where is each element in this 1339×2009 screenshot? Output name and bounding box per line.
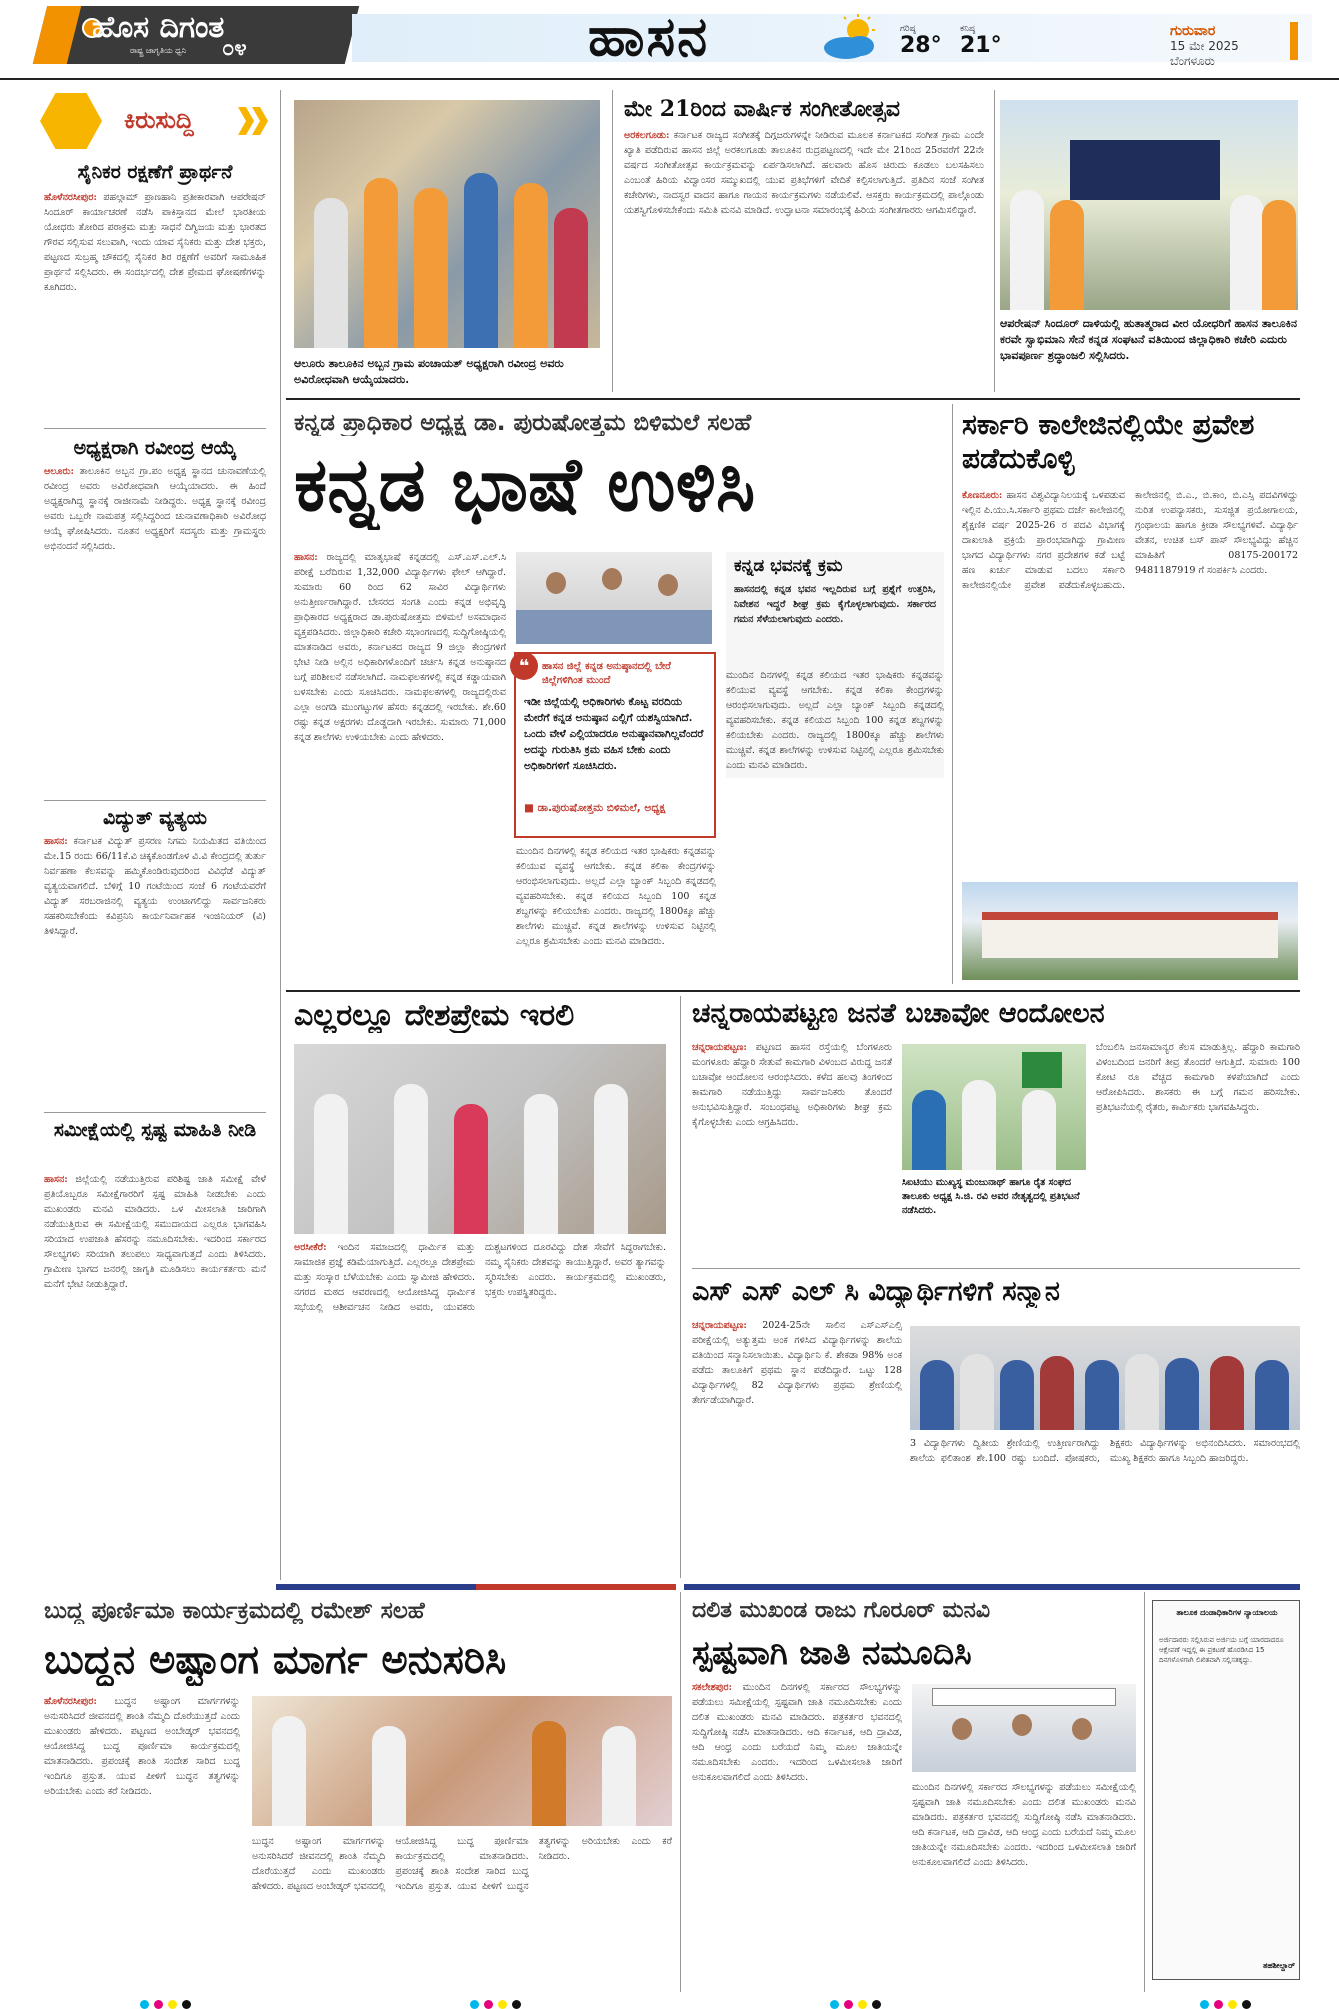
column-rule — [952, 404, 953, 984]
quote-author: ■ ಡಾ.ಪುರುಷೋತ್ತಮ ಬಿಳಿಮಲೆ, ಅಧ್ಯಕ್ಷ — [524, 802, 666, 814]
music-story — [624, 128, 984, 390]
dateline: ಆಲೂರು: — [44, 466, 75, 477]
section-rule — [286, 398, 1300, 400]
brand-name: ಹೊಸ ದಿಗಂತ — [92, 10, 225, 45]
date-box — [1170, 24, 1239, 69]
max-temp-box — [900, 24, 942, 58]
lead-headline: ಕನ್ನಡ ಭಾಷೆ ಉಳಿಸಿ — [294, 442, 756, 528]
side-headline-4: ಸಮೀಕ್ಷೆಯಲ್ಲಿ ಸ್ಪಷ್ಟ ಮಾಹಿತಿ ನೀಡಿ — [53, 1119, 257, 1141]
page-number: ೦೪ — [222, 36, 247, 61]
notice-body: ಅರ್ಜಿದಾರರು ಸಲ್ಲಿಸಿರುವ ಅರ್ಜಿಯ ಬಗ್ಗೆ ಯಾರದಾದರೂ ಆಕ್ಷೇಪಣೆ ಇದ್ದಲ್ಲಿ ಈ ಪ್ರಕಟಣೆ ಹೊರಡಿಸಿದ 15 ದಿನಗಳೊಳಗಾಗಿ ಲಿಖಿತವಾಗಿ ಸಲ್ಲಿಸತಕ್ಕದ್ದು. — [1159, 1636, 1284, 1664]
max-temp-label: ಗರಿಷ್ಠ — [900, 24, 916, 34]
photo-college-building — [962, 882, 1298, 980]
color-bar — [276, 1584, 476, 1590]
city-name: ಹಾಸನ — [588, 4, 710, 68]
photo-press-meet — [516, 552, 712, 644]
photo-tribute — [1000, 100, 1298, 310]
body: ಪಟ್ಟಣದ ಹಾಸನ ರಸ್ತೆಯಲ್ಲಿ ಬೆಂಗಳೂರು ಮಂಗಳೂರು ಹೆದ್ದಾರಿ ಸೇತುವೆ ಕಾಮಗಾರಿ ವಿಳಂಬದ ವಿರುದ್ಧ ಜನತೆ ಬಚಾವೋ ಆಂದೋಲನ ಆರಂಭಿಸಿದರು. ಕಳೆದ ಹಲವು ತಿಂಗಳಿಂದ ಕಾಮಗಾರಿ ನಡೆಯುತ್ತಿದ್ದು ಸಾರ್ವಜನಿಕರು ತೊಂದರೆ ಅನುಭವಿಸುತ್ತಿದ್ದಾರೆ. ಸಂಬಂಧಪಟ್ಟ ಅಧಿಕಾರಿಗಳು ಶೀಘ್ರ ಕ್ರಮ ಕೈಗೊಳ್ಳಬೇಕು ಎಂದು ಆಗ್ರಹಿಸಿದರು. — [692, 1042, 892, 1128]
lead-body-col1 — [294, 550, 506, 980]
side-headline-1: ಸೈನಿಕರ ರಕ್ಷಣೆಗೆ ಪ್ರಾರ್ಥನೆ — [77, 161, 233, 183]
divider — [692, 1268, 1300, 1269]
date-accent-bar — [1290, 22, 1298, 60]
dateline: ಕೊಣನೂರು: — [962, 490, 1003, 501]
body: ಪಹಲ್ಗಾಮ್ ಪ್ರಾಣಹಾನಿ ಪ್ರತೀಕಾರವಾಗಿ ಆಪರೇಷನ್ ಸಿಂದೂರ್ ಕಾರ್ಯಾಚರಣೆ ನಡೆಸಿ ಪಾಕಿಸ್ತಾನದ ಮೇಲೆ ಭಾರತೀಯ ಯೋಧರು ತೋರಿದ ಪರಾಕ್ರಮ ಮತ್ತು ಸಾಧನೆ ದಿಗ್ವಿಜಯ ಮತ್ತು ಭಾರತದ ಗೌರವ ಸಲ್ಲಿಸುವ ಸಲುವಾಗಿ, ಇಂದು ಯಾವ ಸೈನಿಕರು ಮತ್ತು ದೇಶ ಭಕ್ತರು, ಪಟ್ಟಣದ ಸುಬ್ರಹ್ಮ ಚೌಕದಲ್ಲಿ ಸೈನಿಕರ ಶಿರ ರಕ್ಷಣೆಗೆ ಅವರಿಗೆ ಸಾಮೂಹಿಕ ಪ್ರಾರ್ಥನೆ ಸಲ್ಲಿಸಿದರು. ಈ ಸಂದರ್ಭದಲ್ಲಿ ದೇಶ ಪ್ರೇಮದ ಘೋಷಣೆಗಳನ್ನು ಕೂಗಿದರು. — [44, 192, 266, 293]
color-bar — [684, 1584, 1300, 1590]
edition-place: ಬೆಂಗಳೂರು — [1170, 54, 1215, 68]
divider — [44, 1112, 266, 1113]
body: ರಾಜ್ಯದಲ್ಲಿ ಮಾತೃಭಾಷೆ ಕನ್ನಡದಲ್ಲಿ ಎಸ್.ಎಸ್.ಎಲ್.ಸಿ ಪರೀಕ್ಷೆ ಬರೆದಿರುವ 1,32,000 ವಿದ್ಯಾರ್ಥಿಗಳು ಫೇಲ್ ಆಗಿದ್ದಾರೆ. ಸುಮಾರು 60 ರಿಂದ 62 ಸಾವಿರ ವಿದ್ಯಾರ್ಥಿಗಳು ಅನುತ್ತೀರ್ಣರಾಗಿದ್ದಾರೆ. ಬೇಸರದ ಸಂಗತಿ ಎಂದು ಕನ್ನಡ ಅಭಿವೃದ್ಧಿ ಪ್ರಾಧಿಕಾರದ ಅಧ್ಯಕ್ಷರಾದ ಡಾ.ಪುರುಷೋತ್ತಮ ಬಿಳಿಮಲೆ ಅಸಮಾಧಾನ ವ್ಯಕ್ತಪಡಿಸಿದರು. ಜಿಲ್ಲಾಧಿಕಾರಿ ಕಚೇರಿ ಸಭಾಂಗಣದಲ್ಲಿ ಸುದ್ದಿಗೋಷ್ಠಿಯಲ್ಲಿ ಮಾತನಾಡಿದ ಅವರು, ಕರ್ನಾಟಕದ ರಾಜ್ಯದ 9 ಜಿಲ್ಲಾ ಕೇಂದ್ರಗಳಿಗೆ ಭೇಟಿ ನೀಡಿ ಅಲ್ಲಿನ ಅಧಿಕಾರಿಗಳೊಂದಿಗೆ ಚರ್ಚಿಸಿ ಕನ್ನಡ ಅನುಷ್ಠಾನದ ಬಗ್ಗೆ ಪರಿಶೀಲನೆ ನಡೆಸಲಾಗಿದೆ. ನಾಮಫಲಕಗಳಲ್ಲಿ ಕನ್ನಡ ಕಡ್ಡಾಯವಾಗಿ ಬಳಸಬೇಕು ಎಂದು ಸೂಚಿಸಿದರು. ನಾಮಫಲಕಗಳಲ್ಲಿ ರಾಜ್ಯದಲ್ಲಿರುವ ಎಲ್ಲಾ ಅಂಗಡಿ ಮುಂಗಟ್ಟುಗಳ ಹೆಸರು ಕನ್ನಡದಲ್ಲಿ ಇರಬೇಕು. ಶೇ.60 ರಷ್ಟು ಕನ್ನಡ ಅಕ್ಷರಗಳು ದೊಡ್ಡದಾಗಿ ಇರಬೇಕು. ಸುಮಾರು 71,000 ಕನ್ನಡ ಶಾಲೆಗಳು ಉಳಿಯಬೇಕು ಎಂದು ಹೇಳಿದರು. — [294, 552, 506, 743]
body: 2024-25ನೇ ಸಾಲಿನ ಎಸ್ಎಸ್ಎಲ್ಸಿ ಪರೀಕ್ಷೆಯಲ್ಲಿ ಅತ್ಯುತ್ತಮ ಅಂಕ ಗಳಿಸಿದ ವಿದ್ಯಾರ್ಥಿಗಳನ್ನು ಶಾಲೆಯ ವತಿಯಿಂದ ಸನ್ಮಾನಿಸಲಾಯಿತು. ವಿದ್ಯಾರ್ಥಿನಿ ಕೆ. ಶೇಕಡಾ 98% ಅಂಕ ಪಡೆದು ತಾಲೂಕಿಗೆ ಪ್ರಥಮ ಸ್ಥಾನ ಪಡೆದಿದ್ದಾರೆ. ಒಟ್ಟು 128 ವಿದ್ಯಾರ್ಥಿಗಳಲ್ಲಿ 82 ವಿದ್ಯಾರ್ಥಿಗಳು ಪ್ರಥಮ ಶ್ರೇಣಿಯಲ್ಲಿ ತೇರ್ಗಡೆಯಾಗಿದ್ದಾರೆ. — [692, 1320, 902, 1406]
min-temp-box — [960, 24, 1002, 58]
side-headline-3: ವಿದ್ಯುತ್ ವ್ಯತ್ಯಯ — [103, 807, 207, 829]
body: ತಾಲೂಕಿನ ಅಬ್ಬನ ಗ್ರಾ.ಪಂ ಅಧ್ಯಕ್ಷ ಸ್ಥಾನದ ಚುನಾವಣೆಯಲ್ಲಿ ರವೀಂದ್ರ ಅವರು ಅವಿರೋಧವಾಗಿ ಆಯ್ಕೆಯಾದರು. ಈ ಹಿಂದೆ ಅಧ್ಯಕ್ಷರಾಗಿದ್ದ ಸ್ಥಾನಕ್ಕೆ ರಾಜೀನಾಮೆ ನೀಡಿದ್ದರು. ಅಧ್ಯಕ್ಷ ಸ್ಥಾನಕ್ಕೆ ರವೀಂದ್ರ ಅವರು ಒಬ್ಬರೇ ನಾಮಪತ್ರ ಸಲ್ಲಿಸಿದ್ದರಿಂದ ಚುನಾವಣಾಧಿಕಾರಿ ಅವಿರೋಧ ಆಯ್ಕೆ ಘೋಷಿಸಿದರು. ನೂತನ ಅಧ್ಯಕ್ಷರಿಗೆ ಸದಸ್ಯರು ಮತ್ತು ಗ್ರಾಮಸ್ಥರು ಅಭಿನಂದನೆ ಸಲ್ಲಿಸಿದರು. — [44, 466, 266, 552]
column-rule — [280, 90, 281, 1580]
brand-tagline: ರಾಷ್ಟ್ರ ಜಾಗೃತಿಯ ಧ್ವನಿ — [130, 46, 187, 55]
divider — [44, 800, 266, 801]
dateline: ಹಾಸನ: — [44, 836, 68, 847]
photo-buddha-purnima — [252, 1696, 672, 1826]
side-story-2 — [44, 464, 266, 794]
lead-body-col2: ಮುಂದಿನ ದಿನಗಳಲ್ಲಿ ಕನ್ನಡ ಕಲಿಯದ ಇತರ ಭಾಷಿಕರು ಕನ್ನಡವನ್ನು ಕಲಿಯುವ ವ್ಯವಸ್ಥೆ ಆಗಬೇಕು. ಕನ್ನಡ ಕಲಿಕಾ ಕೇಂದ್ರಗಳನ್ನು ಆರಂಭಿಸಲಾಗುವುದು. ಅಲ್ಲದೆ ಎಲ್ಲಾ ಬ್ಯಾಂಕ್ ಸಿಬ್ಬಂದಿ ಕನ್ನಡದಲ್ಲಿ ವ್ಯವಹರಿಸಬೇಕು. ಕನ್ನಡ ಕಲಿಯದ ಸಿಬ್ಬಂದಿ 100 ಕನ್ನಡ ಶಬ್ದಗಳನ್ನು ಕಲಿಯಬೇಕು ಎಂದರು. ರಾಜ್ಯದಲ್ಲಿ 1800ಕ್ಕೂ ಹೆಚ್ಚು ಶಾಲೆಗಳು ಮುಚ್ಚಿವೆ. ಕನ್ನಡ ಶಾಲೆಗಳನ್ನು ಉಳಿಸುವ ನಿಟ್ಟಿನಲ್ಲಿ ಎಲ್ಲರೂ ಶ್ರಮಿಸಬೇಕು ಎಂದು ಮನವಿ ಮಾಡಿದರು. — [516, 846, 716, 947]
date: 15 ಮೇ 2025 — [1170, 39, 1239, 53]
min-temp: 21° — [960, 33, 1002, 58]
section-rule — [286, 990, 1300, 992]
print-registration-marks — [470, 1994, 530, 2004]
sslc-headline: ಎಸ್ ಎಸ್ ಎಲ್ ಸಿ ವಿದ್ಯಾರ್ಥಿಗಳಿಗೆ ಸನ್ಮಾನ — [692, 1276, 1060, 1307]
buddha-kicker: ಬುದ್ಧ ಪೂರ್ಣಿಮಾ ಕಾರ್ಯಕ್ರಮದಲ್ಲಿ ರಮೇಶ್ ಸಲಹೆ — [44, 1598, 425, 1624]
body: ಹಾಸನ ವಿಶ್ವವಿದ್ಯಾನಿಲಯಕ್ಕೆ ಒಳಪಡುವ ಇಲ್ಲಿನ ಪಿ.ಯು.ಸಿ.ಸರ್ಕಾರಿ ಪ್ರಥಮ ದರ್ಜೆ ಕಾಲೇಜಿನಲ್ಲಿ ಶೈಕ್ಷಣಿಕ ವರ್ಷ 2025-26 ರ ಪದವಿ ವಿಭಾಗಕ್ಕೆ ದಾಖಲಾತಿ ಪ್ರಕ್ರಿಯೆ ಪ್ರಾರಂಭವಾಗಿದ್ದು ಗ್ರಾಮೀಣ ಭಾಗದ ವಿದ್ಯಾರ್ಥಿಗಳು ನಗರ ಪ್ರದೇಶಗಳ ಕಡೆ ಬಟ್ಟೆ ಹಣ ಖರ್ಚು ಮಾಡುವ ಬದಲು ಸರ್ಕಾರಿ ಕಾಲೇಜಿನಲ್ಲಿಯೇ ಪ್ರವೇಶ ಪಡೆದುಕೊಳ್ಳಬಹುದು. ಕಾಲೇಜಿನಲ್ಲಿ ಬಿ.ಎ., ಬಿ.ಕಾಂ, ಬಿ.ಎಸ್ಸಿ ಪದವಿಗಳಿದ್ದು ನುರಿತ ಉಪನ್ಯಾಸಕರು, ಸುಸಜ್ಜಿತ ಪ್ರಯೋಗಾಲಯ, ಗ್ರಂಥಾಲಯ ಹಾಗೂ ಕ್ರೀಡಾ ಸೌಲಭ್ಯಗಳಿವೆ. ವಿದ್ಯಾರ್ಥಿ ವೇತನ, ಉಚಿತ ಬಸ್ ಪಾಸ್ ಸೌಲಭ್ಯವಿದ್ದು ಹೆಚ್ಚಿನ ಮಾಹಿತಿಗೆ 08175-200172 9481187919 ಗೆ ಸಂಪರ್ಕಿಸಿ ಎಂದರು. — [962, 490, 1298, 591]
column-rule — [680, 1592, 681, 1992]
kirusuddi-banner — [40, 93, 270, 149]
column-rule — [1144, 1592, 1145, 1992]
side-story-4 — [44, 1172, 266, 1572]
notice-title: ತಾಲೂಕ ದಂಡಾಧಿಕಾರಿಗಳ ನ್ಯಾಯಾಲಯ — [1176, 1608, 1278, 1617]
quote-box — [514, 652, 716, 838]
buddha-headline: ಬುದ್ಧನ ಅಷ್ಟಾಂಗ ಮಾರ್ಗ ಅನುಸರಿಸಿ — [44, 1637, 507, 1683]
photo-protest — [902, 1044, 1086, 1170]
photo-caption-2: ಆಪರೇಷನ್ ಸಿಂದೂರ್ ದಾಳಿಯಲ್ಲಿ ಹುತಾತ್ಮರಾದ ವೀರ ಯೋಧರಿಗೆ ಹಾಸನ ತಾಲೂಕಿನ ಕರವೇ ಸ್ವಾಭಿಮಾನಿ ಸೇನೆ ಕನ್ನಡ ಸಂಘಟನೆ ವತಿಯಿಂದ ಜಿಲ್ಲಾಧಿಕಾರಿ ಕಚೇರಿ ಎದುರು ಭಾವಪೂರ್ಣ ಶ್ರದ್ಧಾಂಜಲಿ ಸಲ್ಲಿಸಿದರು. — [1000, 317, 1297, 362]
dalit-story — [692, 1680, 902, 1984]
desha-headline: ಎಲ್ಲರಲ್ಲೂ ದೇಶಪ್ರೇಮ ಇರಲಿ — [294, 998, 575, 1033]
dateline: ಹಾಸನ: — [294, 552, 318, 563]
weekday: ಗುರುವಾರ — [1170, 23, 1216, 39]
chevron-right-icon — [238, 107, 254, 135]
buddha-story — [44, 1694, 240, 1984]
photo-lamp-lighting — [294, 1044, 666, 1234]
photo-ravindra-felicitation — [294, 100, 600, 348]
bhavana-body: ಹಾಸನದಲ್ಲಿ ಕನ್ನಡ ಭವನ ಇಲ್ಲದಿರುವ ಬಗ್ಗೆ ಪ್ರಶ್ನೆಗೆ ಉತ್ತರಿಸಿ, ನಿವೇಶನ ಇದ್ದರೆ ಶೀಘ್ರ ಕ್ರಮ ಕೈಗೊಳ್ಳಲಾಗುವುದು. ಸರ್ಕಾರದ ಗಮನ ಸೆಳೆಯಲಾಗುವುದು ಎಂದರು. — [734, 584, 936, 625]
max-temp: 28° — [900, 33, 942, 58]
music-headline: ಮೇ 21ರಿಂದ ವಾರ್ಷಿಕ ಸಂಗೀತೋತ್ಸವ — [624, 96, 901, 122]
dalit-kicker: ದಲಿತ ಮುಖಂಡ ರಾಜು ಗೊರೂರ್ ಮನವಿ — [692, 1598, 991, 1623]
college-story — [962, 488, 1298, 874]
dateline: ಸಕಲೇಶಪುರ: — [692, 1682, 733, 1693]
photo-dalit-press — [912, 1684, 1136, 1772]
print-registration-marks — [1200, 1994, 1260, 2004]
dateline: ಹೊಳೆನರಸೀಪುರ: — [44, 192, 97, 203]
dateline: ಅರಕಲಗೂಡು: — [624, 130, 670, 141]
print-registration-marks — [140, 1994, 200, 2004]
pointing-hand-icon — [40, 93, 102, 149]
desha-story — [294, 1240, 666, 1580]
print-registration-marks — [830, 1994, 890, 2004]
chevron-right-icon — [252, 107, 268, 135]
body: ಬುದ್ಧನ ಅಷ್ಟಾಂಗ ಮಾರ್ಗಗಳನ್ನು ಅನುಸರಿಸಿದರೆ ಜೀವನದಲ್ಲಿ ಶಾಂತಿ ನೆಮ್ಮದಿ ದೊರೆಯುತ್ತದೆ ಎಂದು ಮುಖಂಡರು ಹೇಳಿದರು. ಪಟ್ಟಣದ ಅಂಬೇಡ್ಕರ್ ಭವನದಲ್ಲಿ ಆಯೋಜಿಸಿದ್ದ ಬುದ್ಧ ಪೂರ್ಣಿಮಾ ಕಾರ್ಯಕ್ರಮದಲ್ಲಿ ಮಾತನಾಡಿದರು. ಪ್ರಪಂಚಕ್ಕೆ ಶಾಂತಿ ಸಂದೇಶ ಸಾರಿದ ಬುದ್ಧ ಇಂದಿಗೂ ಪ್ರಸ್ತುತ. ಯುವ ಪೀಳಿಗೆ ಬುದ್ಧನ ತತ್ವಗಳನ್ನು ಅರಿಯಬೇಕು ಎಂದು ಕರೆ ನೀಡಿದರು. — [44, 1696, 240, 1797]
sslc-story — [692, 1318, 902, 1578]
quote-heading: ಹಾಸನ ಜಿಲ್ಲೆ ಕನ್ನಡ ಅನುಷ್ಠಾನದಲ್ಲಿ ಬೇರೆ ಜಿಲ್ಲೆಗಳಿಗಿಂತ ಮುಂದೆ — [542, 661, 671, 686]
body: ಇಂದಿನ ಸಮಾಜದಲ್ಲಿ ಧಾರ್ಮಿಕ ಮತ್ತು ಸಾಮಾಜಿಕ ಪ್ರಜ್ಞೆ ಕಡಿಮೆಯಾಗುತ್ತಿದೆ. ಎಲ್ಲರಲ್ಲೂ ದೇಶಪ್ರೇಮ ಮತ್ತು ಸಂಸ್ಕಾರ ಬೆಳೆಯಬೇಕು ಎಂದು ಸ್ವಾಮೀಜಿ ಹೇಳಿದರು. ನಗರದ ಮಠದ ಆವರಣದಲ್ಲಿ ಆಯೋಜಿಸಿದ್ದ ಧಾರ್ಮಿಕ ಸಭೆಯಲ್ಲಿ ಆಶೀರ್ವಚನ ನೀಡಿದ ಅವರು, ಯುವಕರು ದುಶ್ಚಟಗಳಿಂದ ದೂರವಿದ್ದು ದೇಶ ಸೇವೆಗೆ ಸಿದ್ಧರಾಗಬೇಕು. ನಮ್ಮ ಸೈನಿಕರು ದೇಶವನ್ನು ಕಾಯುತ್ತಿದ್ದಾರೆ. ಅವರ ತ್ಯಾಗವನ್ನು ಸ್ಮರಿಸಬೇಕು ಎಂದರು. ಕಾರ್ಯಕ್ರಮದಲ್ಲಿ ಮುಖಂಡರು, ಭಕ್ತರು ಉಪಸ್ಥಿತರಿದ್ದರು. — [294, 1242, 666, 1313]
buddha-story-col2: ಬುದ್ಧನ ಅಷ್ಟಾಂಗ ಮಾರ್ಗಗಳನ್ನು ಅನುಸರಿಸಿದರೆ ಜೀವನದಲ್ಲಿ ಶಾಂತಿ ನೆಮ್ಮದಿ ದೊರೆಯುತ್ತದೆ ಎಂದು ಮುಖಂಡರು ಹೇಳಿದರು. ಪಟ್ಟಣದ ಅಂಬೇಡ್ಕರ್ ಭವನದಲ್ಲಿ ಆಯೋಜಿಸಿದ್ದ ಬುದ್ಧ ಪೂರ್ಣಿಮಾ ಕಾರ್ಯಕ್ರಮದಲ್ಲಿ ಮಾತನಾಡಿದರು. ಪ್ರಪಂಚಕ್ಕೆ ಶಾಂತಿ ಸಂದೇಶ ಸಾರಿದ ಬುದ್ಧ ಇಂದಿಗೂ ಪ್ರಸ್ತುತ. ಯುವ ಪೀಳಿಗೆ ಬುದ್ಧನ ತತ್ವಗಳನ್ನು ಅರಿಯಬೇಕು ಎಂದು ಕರೆ ನೀಡಿದರು. — [252, 1836, 672, 1892]
notice-sign: ತಹಶೀಲ್ದಾರ್ — [1262, 1961, 1295, 1970]
quote-icon: ❝ — [510, 652, 538, 680]
photo-students — [910, 1326, 1300, 1430]
dateline: ಅರಸೀಕೆರೆ: — [294, 1242, 327, 1253]
body: ಮುಂದಿನ ದಿನಗಳಲ್ಲಿ ಸರ್ಕಾರದ ಸೌಲಭ್ಯಗಳನ್ನು ಪಡೆಯಲು ಸಮೀಕ್ಷೆಯಲ್ಲಿ ಸ್ಪಷ್ಟವಾಗಿ ಜಾತಿ ನಮೂದಿಸಬೇಕು ಎಂದು ದಲಿತ ಮುಖಂಡರು ಮನವಿ ಮಾಡಿದರು. ಪತ್ರಕರ್ತರ ಭವನದಲ್ಲಿ ಸುದ್ದಿಗೋಷ್ಠಿ ನಡೆಸಿ ಮಾತನಾಡಿದರು. ಆದಿ ಕರ್ನಾಟಕ, ಆದಿ ದ್ರಾವಿಡ, ಆದಿ ಆಂಧ್ರ ಎಂದು ಬರೆಯದೆ ನಿಮ್ಮ ಮೂಲ ಜಾತಿಯನ್ನೇ ನಮೂದಿಸಬೇಕು ಎಂದರು. ಇದರಿಂದ ಒಳಮೀಸಲಾತಿ ಜಾರಿಗೆ ಅನುಕೂಲವಾಗಲಿದೆ ಎಂದು ತಿಳಿಸಿದರು. — [692, 1682, 902, 1783]
lead-body-col3: ಮುಂದಿನ ದಿನಗಳಲ್ಲಿ ಕನ್ನಡ ಕಲಿಯದ ಇತರ ಭಾಷಿಕರು ಕನ್ನಡವನ್ನು ಕಲಿಯುವ ವ್ಯವಸ್ಥೆ ಆಗಬೇಕು. ಕನ್ನಡ ಕಲಿಕಾ ಕೇಂದ್ರಗಳನ್ನು ಆರಂಭಿಸಲಾಗುವುದು. ಅಲ್ಲದೆ ಎಲ್ಲಾ ಬ್ಯಾಂಕ್ ಸಿಬ್ಬಂದಿ ಕನ್ನಡದಲ್ಲಿ ವ್ಯವಹರಿಸಬೇಕು. ಕನ್ನಡ ಕಲಿಯದ ಸಿಬ್ಬಂದಿ 100 ಕನ್ನಡ ಶಬ್ದಗಳನ್ನು ಕಲಿಯಬೇಕು ಎಂದರು. ರಾಜ್ಯದಲ್ಲಿ 1800ಕ್ಕೂ ಹೆಚ್ಚು ಶಾಲೆಗಳು ಮುಚ್ಚಿವೆ. ಕನ್ನಡ ಶಾಲೆಗಳನ್ನು ಉಳಿಸುವ ನಿಟ್ಟಿನಲ್ಲಿ ಎಲ್ಲರೂ ಶ್ರಮಿಸಬೇಕು ಎಂದು ಮನವಿ ಮಾಡಿದರು. — [726, 670, 944, 771]
body: ಕರ್ನಾಟಕ ರಾಜ್ಯದ ಸಂಗೀತಕ್ಕೆ ದಿಗ್ಗಜರುಗಳನ್ನೇ ನೀಡಿರುವ ಮೂಲಕ ಕರ್ನಾಟಕದ ಸಂಗೀತ ಗ್ರಾಮ ಎಂದೇ ಖ್ಯಾತಿ ಪಡೆದಿರುವ ಹಾಸನ ಜಿಲ್ಲೆ ಅರಕಲಗೂಡು ತಾಲೂಕಿನ ರುದ್ರಪಟ್ಟಣದಲ್ಲಿ ಇದೇ ಮೇ 21ರಿಂದ 25ರವರೆಗೆ 22ನೇ ವರ್ಷದ ಸಂಗೀತೋತ್ಸವ ಕಾರ್ಯಕ್ರಮವನ್ನು ಏರ್ಪಡಿಸಲಾಗಿದೆ. ಹಲವಾರು ಹೊಸ ಚಿರುದು ಕೂಡಲು ಬಲಸಹಿಸಲು ಎಂಬಂತೆ ಹಿರಿಯ ವಿದ್ವಾಂಸರ ಸಮ್ಮುಖದಲ್ಲಿ ಯುವ ಪ್ರತಿಭೆಗಳಿಗೆ ವೇದಿಕೆ ಕಲ್ಪಿಸಲಾಗುತ್ತಿದೆ. ಪ್ರತಿದಿನ ಸಂಜೆ ಸಂಗೀತ ಕಚೇರಿಗಳು, ನಾದಸ್ವರ ವಾದನ ಹಾಗೂ ಗಾಯನ ಕಾರ್ಯಕ್ರಮಗಳು ನಡೆಯಲಿವೆ. ಆಸಕ್ತರು ಕಾರ್ಯಕ್ರಮದಲ್ಲಿ ಪಾಲ್ಗೊಂಡು ಯಶಸ್ವಿಗೊಳಿಸಬೇಕೆಂದು ಸಮಿತಿ ಮನವಿ ಮಾಡಿದೆ. ಉದ್ಘಾಟನಾ ಸಮಾರಂಭಕ್ಕೆ ಹಿರಿಯ ಸಂಗೀತಗಾರರು ಆಗಮಿಸಲಿದ್ದಾರೆ. — [624, 130, 984, 216]
dateline: ಚನ್ನರಾಯಪಟ್ಟಣ: — [692, 1042, 747, 1053]
side-headline-2: ಅಧ್ಯಕ್ಷರಾಗಿ ರವೀಂದ್ರ ಆಯ್ಕೆ — [73, 437, 237, 459]
side-story-1 — [44, 190, 266, 420]
body: ಜಿಲ್ಲೆಯಲ್ಲಿ ನಡೆಯುತ್ತಿರುವ ಪರಿಶಿಷ್ಟ ಜಾತಿ ಸಮೀಕ್ಷೆ ವೇಳೆ ಪ್ರತಿಯೊಬ್ಬರೂ ಸಮೀಕ್ಷೆಗಾರರಿಗೆ ಸ್ಪಷ್ಟ ಮಾಹಿತಿ ನೀಡಬೇಕು ಎಂದು ಮುಖಂಡರು ಮನವಿ ಮಾಡಿದರು. ಒಳ ಮೀಸಲಾತಿ ಜಾರಿಗಾಗಿ ನಡೆಯುತ್ತಿರುವ ಈ ಸಮೀಕ್ಷೆಯಲ್ಲಿ ಸಮುದಾಯದ ಎಲ್ಲರೂ ಭಾಗವಹಿಸಿ ಸರಿಯಾದ ಉಪಜಾತಿ ಹೆಸರನ್ನು ನಮೂದಿಸಬೇಕು. ಇದರಿಂದ ಸರ್ಕಾರದ ಸೌಲಭ್ಯಗಳು ಸರಿಯಾಗಿ ತಲುಪಲು ಸಾಧ್ಯವಾಗುತ್ತದೆ ಎಂದು ತಿಳಿಸಿದರು. ಗ್ರಾಮೀಣ ಭಾಗದ ಜನರಲ್ಲಿ ಜಾಗೃತಿ ಮೂಡಿಸಲು ಕಾರ್ಯಕರ್ತರು ಮನೆ ಮನೆಗೆ ಭೇಟಿ ನೀಡುತ್ತಿದ್ದಾರೆ. — [44, 1174, 266, 1290]
dalit-headline: ಸ್ಪಷ್ಟವಾಗಿ ಜಾತಿ ನಮೂದಿಸಿ — [692, 1633, 972, 1672]
divider — [44, 428, 266, 429]
sslc-story-col2: 3 ವಿದ್ಯಾರ್ಥಿಗಳು ದ್ವಿತೀಯ ಶ್ರೇಣಿಯಲ್ಲಿ ಉತ್ತೀರ್ಣರಾಗಿದ್ದು ಶಾಲೆಯ ಫಲಿತಾಂಶ ಶೇ.100 ರಷ್ಟು ಬಂದಿದೆ. ಪೋಷಕರು, ಶಿಕ್ಷಕರು ವಿದ್ಯಾರ್ಥಿಗಳನ್ನು ಅಭಿನಂದಿಸಿದರು. ಸಮಾರಂಭದಲ್ಲಿ ಮುಖ್ಯ ಶಿಕ್ಷಕರು ಹಾಗೂ ಸಿಬ್ಬಂದಿ ಹಾಜರಿದ್ದರು. — [910, 1438, 1300, 1464]
bhavana-headline: ಕನ್ನಡ ಭವನಕ್ಕೆ ಕ್ರಮ — [734, 556, 843, 576]
color-bar — [476, 1584, 676, 1590]
photo-caption-protest: ಸಿಐಟಿಯು ಮುಖ್ಯಸ್ಥ ಮಂಜುನಾಥ್ ಹಾಗೂ ರೈತ ಸಂಘದ ತಾಲೂಕು ಅಧ್ಯಕ್ಷ ಸಿ.ಜಿ. ರವಿ ಅವರ ನೇತೃತ್ವದಲ್ಲಿ ಪ್ರತಿಭಟನೆ ನಡೆಸಿದರು. — [902, 1177, 1080, 1216]
body: ಕರ್ನಾಟಕ ವಿದ್ಯುತ್ ಪ್ರಸರಣ ನಿಗಮ ನಿಯಮಿತದ ವತಿಯಿಂದ ಮೇ.15 ರಂದು 66/11ಕೆ.ವಿ ಚಿಕ್ಕಕೊಂಡಗೊಳ ವಿ.ವಿ ಕೇಂದ್ರದಲ್ಲಿ ತುರ್ತು ನಿರ್ವಹಣಾ ಕೆಲಸವನ್ನು ಹಮ್ಮಿಕೊಂಡಿರುವುದರಿಂದ ವಿವಿಧೆಡೆ ವಿದ್ಯುತ್ ವ್ಯತ್ಯಯವಾಗಲಿದೆ. ಬೆಳಿಗ್ಗೆ 10 ಗಂಟೆಯಿಂದ ಸಂಜೆ 6 ಗಂಟೆಯವರೆಗೆ ವಿದ್ಯುತ್ ಸರಬರಾಜಿನಲ್ಲಿ ವ್ಯತ್ಯಯ ಉಂಟಾಗಲಿದ್ದು ಸಾರ್ವಜನಿಕರು ಸಹಕರಿಸಬೇಕೆಂದು ಕವಿಪ್ರನಿನಿ ಕಾರ್ಯನಿರ್ವಾಹಕ ಇಂಜಿನಿಯರ್ (ವಿ) ತಿಳಿಸಿದ್ದಾರೆ. — [44, 836, 266, 937]
partly-cloudy-icon — [820, 14, 884, 62]
quote-text: ಇಡೀ ಜಿಲ್ಲೆಯಲ್ಲಿ ಅಧಿಕಾರಿಗಳು ಕೊಟ್ಟ ವರದಿಯ ಮೇರೆಗೆ ಕನ್ನಡ ಅನುಷ್ಠಾನ ಎಲ್ಲಿಗೆ ಯಶಸ್ವಿಯಾಗಿದೆ. ಒಂದು ವೇಳೆ ಎಲ್ಲಿಯಾದರೂ ಅನುಷ್ಠಾನವಾಗಿಲ್ಲವೆಂದರೆ ಅದನ್ನು ಗುರುತಿಸಿ ಕ್ರಮ ವಹಿಸ ಬೇಕು ಎಂದು ಅಧಿಕಾರಿಗಳಿಗೆ ಸೂಚಿಸಿದರು. — [524, 696, 704, 772]
column-rule — [680, 996, 681, 1578]
dateline: ಹೊಳೆನರಸೀಪುರ: — [44, 1696, 97, 1707]
bachao-story — [692, 1040, 892, 1260]
column-rule — [994, 90, 995, 392]
college-headline: ಸರ್ಕಾರಿ ಕಾಲೇಜಿನಲ್ಲಿಯೇ ಪ್ರವೇಶ ಪಡೆದುಕೊಳ್ಳಿ — [962, 408, 1255, 475]
section-label: ಕಿರುಸುದ್ದಿ — [124, 105, 194, 134]
lead-kicker: ಕನ್ನಡ ಪ್ರಾಧಿಕಾರ ಅಧ್ಯಕ್ಷ ಡಾ. ಪುರುಷೋತ್ತಮ ಬಿಳಿಮಲೆ ಸಲಹೆ — [294, 410, 752, 436]
column-rule — [612, 90, 613, 392]
masthead — [0, 0, 1339, 80]
side-story-3 — [44, 834, 266, 1106]
dateline: ಚನ್ನರಾಯಪಟ್ಟಣ: — [692, 1320, 747, 1331]
bachao-headline: ಚನ್ನರಾಯಪಟ್ಟಣ ಜನತೆ ಬಚಾವೋ ಆಂದೋಲನ — [692, 998, 1105, 1029]
photo-caption-1: ಆಲೂರು ತಾಲೂಕಿನ ಅಬ್ಬನ ಗ್ರಾಮ ಪಂಚಾಯತ್ ಅಧ್ಯಕ್ಷರಾಗಿ ರವೀಂದ್ರ ಅವರು ಅವಿರೋಧವಾಗಿ ಆಯ್ಕೆಯಾದರು. — [294, 357, 564, 386]
bachao-story-col2: ಬೆಂಬಲಿಸಿ ಜನಸಾಮಾನ್ಯರ ಕೆಲಸ ಮಾಡುತ್ತಿಲ್ಲ. ಹೆದ್ದಾರಿ ಕಾಮಗಾರಿ ವಿಳಂಬದಿಂದ ಜನರಿಗೆ ತೀವ್ರ ತೊಂದರೆ ಆಗುತ್ತಿದೆ. ಸುಮಾರು 100 ಕೋಟಿ ರೂ ವೆಚ್ಚದ ಕಾಮಗಾರಿ ಕಳಪೆಯಾಗಿದೆ ಎಂದು ಆರೋಪಿಸಿದರು. ಶಾಸಕರು ಈ ಬಗ್ಗೆ ಗಮನ ಹರಿಸಬೇಕು. ಪ್ರತಿಭಟನೆಯಲ್ಲಿ ರೈತರು, ಕಾರ್ಮಿಕರು ಭಾಗವಹಿಸಿದ್ದರು. — [1096, 1042, 1300, 1113]
dateline: ಹಾಸನ: — [44, 1174, 68, 1185]
min-temp-label: ಕನಿಷ್ಠ — [960, 24, 976, 34]
dalit-story-col2: ಮುಂದಿನ ದಿನಗಳಲ್ಲಿ ಸರ್ಕಾರದ ಸೌಲಭ್ಯಗಳನ್ನು ಪಡೆಯಲು ಸಮೀಕ್ಷೆಯಲ್ಲಿ ಸ್ಪಷ್ಟವಾಗಿ ಜಾತಿ ನಮೂದಿಸಬೇಕು ಎಂದು ದಲಿತ ಮುಖಂಡರು ಮನವಿ ಮಾಡಿದರು. ಪತ್ರಕರ್ತರ ಭವನದಲ್ಲಿ ಸುದ್ದಿಗೋಷ್ಠಿ ನಡೆಸಿ ಮಾತನಾಡಿದರು. ಆದಿ ಕರ್ನಾಟಕ, ಆದಿ ದ್ರಾವಿಡ, ಆದಿ ಆಂಧ್ರ ಎಂದು ಬರೆಯದೆ ನಿಮ್ಮ ಮೂಲ ಜಾತಿಯನ್ನೇ ನಮೂದಿಸಬೇಕು ಎಂದರು. ಇದರಿಂದ ಒಳಮೀಸಲಾತಿ ಜಾರಿಗೆ ಅನುಕೂಲವಾಗಲಿದೆ ಎಂದು ತಿಳಿಸಿದರು. — [912, 1782, 1136, 1868]
legal-notice — [1152, 1600, 1300, 1980]
